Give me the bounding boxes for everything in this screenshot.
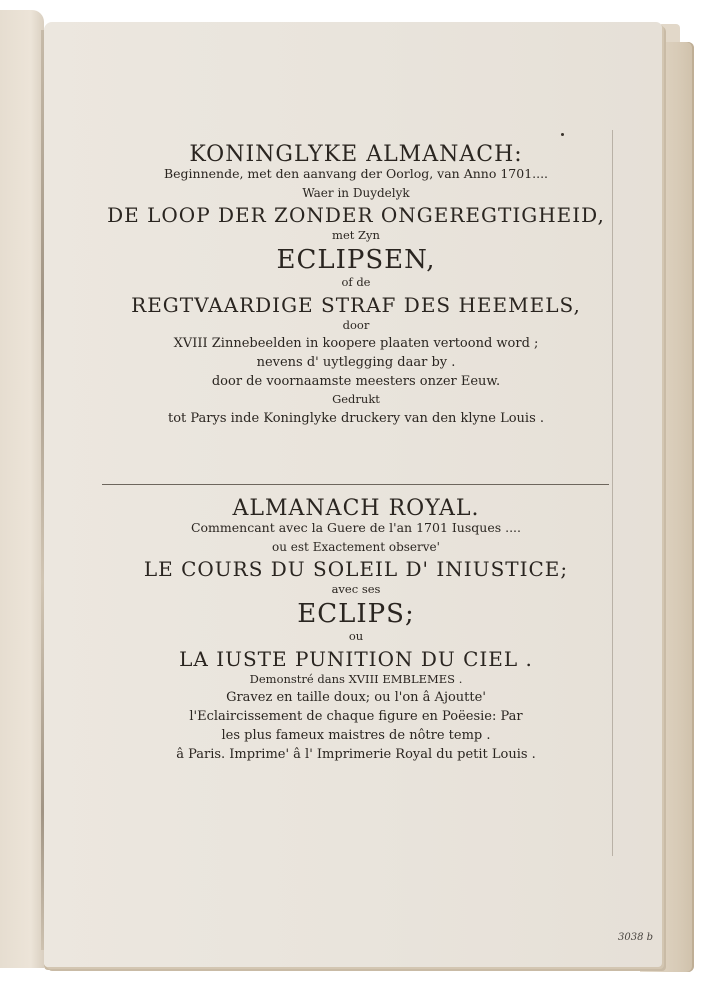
french-line: â Paris. Imprime' â l' Imprimerie Royal du petit Louis .	[176, 747, 536, 762]
dutch-title-block	[100, 144, 612, 431]
french-line: ou	[348, 629, 364, 643]
left-page	[0, 10, 44, 968]
dutch-line: nevens d' uytlegging daar by .	[256, 355, 456, 370]
french-line: Demonstré dans XVIII EMBLEMES .	[249, 671, 463, 686]
french-heading: LE COURS DU SOLEIL D' INIUSTICE;	[143, 556, 569, 581]
dutch-line: XVIII Zinnebeelden in koopere plaaten vertoond word ;	[173, 336, 539, 351]
catalog-number: 3038 b	[618, 932, 654, 943]
dutch-title: KONINGLYKE ALMANACH:	[189, 142, 523, 167]
french-line: Gravez en taille doux; ou l'on â Ajoutte'	[226, 690, 486, 705]
ink-spot	[561, 133, 564, 136]
dutch-heading: ECLIPSEN,	[276, 245, 436, 275]
french-line: ou est Exactement observe'	[272, 539, 440, 554]
dutch-line: Beginnende, met den aanvang der Oorlog, van Anno 1701....	[163, 166, 549, 181]
dutch-line: door	[342, 317, 370, 332]
dutch-line: door de voornaamste meesters onzer Eeuw.	[211, 374, 501, 389]
dutch-line: tot Parys inde Koninglyke druckery van den klyne Louis .	[167, 410, 545, 426]
dutch-line: of de	[341, 275, 371, 289]
french-line: les plus fameux maistres de nôtre temp .	[221, 728, 491, 743]
dutch-line: Gedrukt	[332, 392, 380, 406]
french-title: ALMANACH ROYAL.	[232, 496, 480, 521]
dutch-line: met Zyn	[332, 227, 380, 242]
french-line: l'Eclaircissement de chaque figure en Poëesie: Par	[189, 709, 523, 724]
french-line: Commencant avec la Guere de l'an 1701 Iusques ....	[190, 520, 522, 535]
dutch-heading: REGTVAARDIGE STRAF DES HEEMELS,	[131, 292, 581, 317]
french-line: avec ses	[331, 581, 381, 596]
dutch-line: Waer in Duydelyk	[302, 185, 410, 200]
title-page	[44, 22, 662, 967]
dutch-heading: DE LOOP DER ZONDER ONGEREGTIGHEID,	[107, 202, 605, 227]
divider-rule	[102, 484, 609, 485]
french-heading: ECLIPS;	[297, 599, 415, 629]
french-title-block	[100, 498, 612, 767]
french-heading: LA IUSTE PUNITION DU CIEL .	[179, 646, 533, 671]
